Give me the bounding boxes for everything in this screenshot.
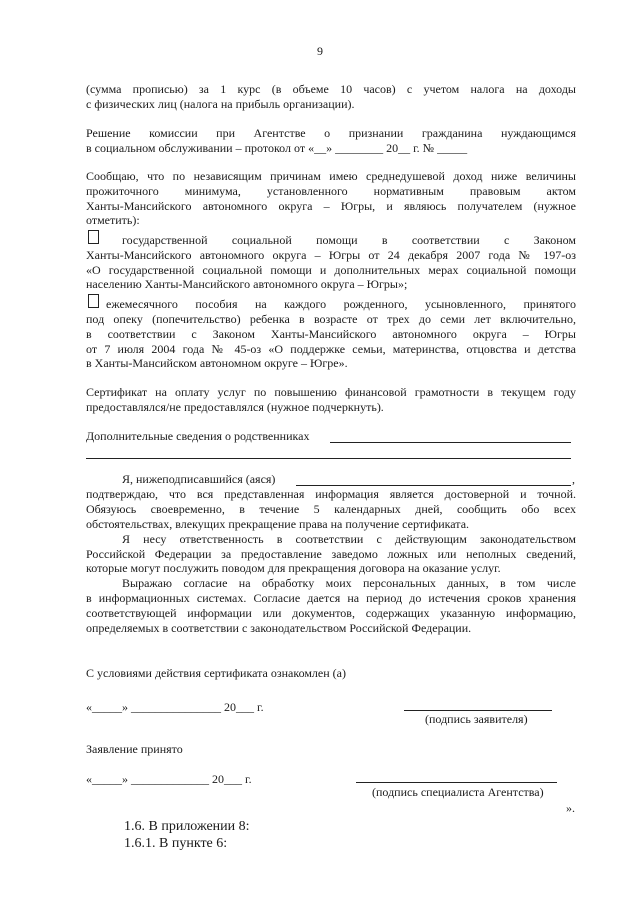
text-line: ежемесячного пособия на каждого рожденного, усыновленного, принятого — [106, 297, 576, 311]
text-line: от 7 июля 2004 года № 45-оз «О поддержке семьи, материнства, отцовства и детства — [86, 342, 576, 356]
text-line: обстоятельствах, влекущих прекращение права на получение сертификата. — [86, 517, 470, 531]
text-line: Обязуюсь своевременно, в течение 5 календарных дней, сообщить обо всех — [86, 502, 576, 516]
section-heading: 1.6. В приложении 8: — [124, 819, 250, 834]
page-number: 9 — [317, 44, 323, 58]
closing-quote: ». — [566, 801, 575, 815]
applicant-date-field[interactable]: «_____» _______________ 20___ г. — [86, 700, 264, 714]
checkbox-social-aid[interactable] — [88, 230, 99, 244]
text-line: прожиточного минимума, установленного нормативным правовым актом — [86, 184, 576, 198]
text-line: Сертификат на оплату услуг по повышению финансовой грамотности в текущем году — [86, 385, 576, 399]
text-line: населению Ханты-Мансийского автономного округа – Югры»; — [86, 277, 408, 291]
text-line: «О государственной социальной помощи и дополнительных мерах социальной помощи — [86, 263, 576, 277]
relatives-label: Дополнительные сведения о родственниках — [86, 429, 310, 443]
text-line: под опеку (попечительство) ребенка в возрасте от трех до семи лет включительно, — [86, 312, 576, 326]
received-label: Заявление принято — [86, 742, 183, 756]
text-line: государственной социальной помощи в соответствии с Законом — [122, 233, 576, 247]
text-line: (сумма прописью) за 1 курс (в объеме 10 часов) с учетом налога на доходы — [86, 82, 576, 96]
text-line: соответствующей информации или документов, содержащих указанную информацию, — [86, 606, 576, 620]
text-line: Я несу ответственность в соответствии с действующим законодательством — [122, 532, 576, 546]
text-line: Ханты-Мансийского автономного округа – Югры, и являюсь получателем (нужное — [86, 199, 576, 213]
text-comma: , — [572, 472, 575, 486]
text-line: Ханты-Мансийского автономного округа – Югры от 24 декабря 2007 года № 197-оз — [86, 248, 576, 262]
text-line: в Ханты-Мансийском автономном округе – Югре». — [86, 356, 348, 370]
applicant-signature-line[interactable] — [404, 710, 552, 711]
text-line: определяемых в соответствии с законодательством Российской Федерации. — [86, 621, 472, 635]
text-line: в социальном обслуживании – протокол от «__» ________ 20__ г. № _____ — [86, 141, 468, 155]
agency-signature-caption: (подпись специалиста Агентства) — [372, 785, 544, 799]
signer-label: Я, нижеподписавшийся (аяся) — [122, 472, 276, 486]
relatives-field-line-2[interactable] — [86, 458, 571, 459]
text-line: Решение комиссии при Агентстве о признании гражданина нуждающимся — [86, 126, 576, 140]
text-line: с физических лиц (налога на прибыль организации). — [86, 97, 355, 111]
relatives-field-line[interactable] — [330, 442, 571, 443]
text-line: в информационных системах. Согласие дается на период до истечения сроков хранения — [86, 591, 576, 605]
text-line: которые могут послужить поводом для прекращения договора на оказание услуг. — [86, 561, 501, 575]
text-line: предоставлялся/не предоставлялся (нужное подчеркнуть). — [86, 400, 384, 414]
text-line: в соответствии с Законом Ханты-Мансийского автономного округа – Югры — [86, 327, 576, 341]
signer-name-field[interactable] — [296, 485, 571, 486]
checkbox-child-allowance[interactable] — [88, 294, 99, 308]
agency-signature-line[interactable] — [356, 782, 557, 783]
text-line: отметить): — [86, 213, 140, 227]
applicant-signature-caption: (подпись заявителя) — [425, 712, 528, 726]
text-line: подтверждаю, что вся представленная информация является достоверной и точной. — [86, 487, 576, 501]
agency-date-field[interactable]: «_____» _____________ 20___ г. — [86, 772, 252, 786]
section-heading: 1.6.1. В пункте 6: — [124, 836, 228, 851]
acknowledgement-line: С условиями действия сертификата ознакомлен (а) — [86, 666, 346, 680]
text-line: Сообщаю, что по независящим причинам имею среднедушевой доход ниже величины — [86, 169, 576, 183]
text-line: Российской Федерации за предоставление заведомо ложных или неполных сведений, — [86, 547, 576, 561]
text-line: Выражаю согласие на обработку моих персональных данных, в том числе — [122, 576, 576, 590]
